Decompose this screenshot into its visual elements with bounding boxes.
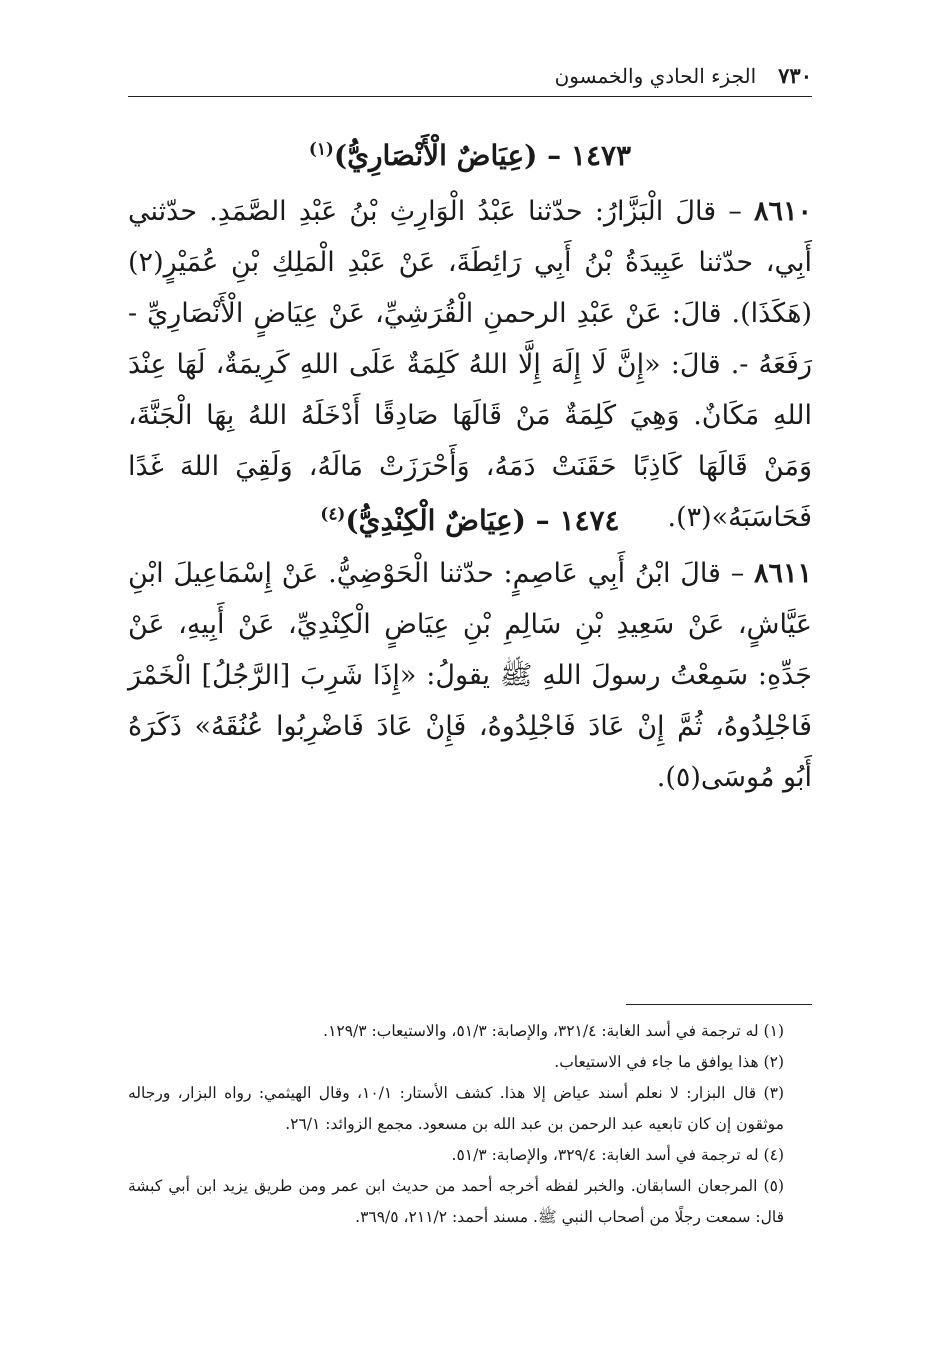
entry-dash: –: [716, 196, 742, 227]
footnote-rule: [626, 1004, 812, 1005]
heading-dash: –: [525, 504, 550, 537]
entry-number: ٨٦١١: [753, 558, 812, 589]
heading-number: ١٤٧٣: [570, 139, 632, 172]
footnote-5: (٥) المرجعان السابقان. والخبر لفظه أخرجه أحمد من حديث ابن عمر ومن طريق يزيد ابن أبي كبشة قال: سمعت رجلًا من أصحاب النبي ﷺ. مسند أحمد: ٢١١/٢، ٣٦٩/٥.: [128, 1177, 784, 1226]
footnote-4: (٤) له ترجمة في أسد الغابة: ٣٢٩/٤، والإصابة: ٥١/٣.: [451, 1146, 784, 1164]
entry-8610: [128, 186, 812, 543]
footnote-3: (٣) قال البزار: لا نعلم أسند عياض إلا هذا. كشف الأستار: ١٠/١، وقال الهيثمي: رواه البزار، ورجاله موثقون إن كان تابعيه عبد الرحمن بن عبد الله بن مسعود. مجمع الزوائد: ٢٦/١.: [128, 1084, 784, 1133]
entry-dash: –: [720, 558, 745, 589]
header-rule: [128, 96, 812, 97]
page-number: ٧٣٠: [778, 63, 812, 88]
footnote-1: (١) له ترجمة في أسد الغابة: ٣٢١/٤، والإصابة: ٥١/٣، والاستيعاب: ١٢٩/٣.: [323, 1022, 784, 1040]
running-title: الجزء الحادي والخمسون: [554, 64, 757, 88]
heading-footnote-ref: (٤): [320, 503, 346, 524]
section-heading-1474: [128, 499, 812, 543]
section-heading-1473: [128, 134, 812, 178]
running-header: [128, 58, 812, 94]
footnote-2: (٢) هذا يوافق ما جاء في الاستيعاب.: [554, 1053, 784, 1071]
heading-dash: –: [537, 139, 562, 172]
heading-title: (عِيَاضٌ الْأَنْصَارِيُّ): [333, 139, 538, 172]
entry-8611: [128, 548, 812, 803]
entry-text: قالَ ابْنُ أَبِي عَاصِمٍ: حدّثنا الْحَوْضِيُّ. عَنْ إِسْمَاعِيلَ ابْنِ عَيَّاشٍ، عَنْ سَعِيدِ بْنِ سَالِمِ بْنِ عِيَاضٍ الْكِنْدِيِّ، عَنْ أَبِيهِ، عَنْ جَدِّهِ: سَمِعْتُ رسولَ اللهِ ﷺ يقولُ: «إِذَا شَرِبَ [الرَّجُلُ] الْخَمْرَ فَاجْلِدُوهُ، ثُمَّ إِنْ عَادَ فَاجْلِدُوهُ، فَإِنْ عَادَ فَاضْرِبُوا عُنُقَهُ» ذَكَرَهُ أَبُو مُوسَى(٥).: [128, 558, 812, 793]
entry-number: ٨٦١٠: [753, 196, 812, 227]
entry-text: قالَ الْبَزَّارُ: حدّثنا عَبْدُ الْوَارِثِ بْنُ عَبْدِ الصَّمَدِ. حدّثني أَبِي، حدّثنا عَبِيدَةُ بْنُ أَبِي رَائِطَةَ، عَنْ عَبْدِ الْمَلِكِ بْنِ عُمَيْرٍ(٢) (هَكَذَا). قالَ: عَنْ عَبْدِ الرحمنِ الْقُرَشِيِّ، عَنْ عِيَاضٍ الْأَنْصَارِيِّ - رَفَعَهُ -. قالَ: «إِنَّ لَا إِلَهَ إِلَّا اللهُ كَلِمَةٌ عَلَى اللهِ كَرِيمَةٌ، لَهَا عِنْدَ اللهِ مَكَانٌ. وَهِيَ كَلِمَةٌ مَنْ قَالَهَا صَادِقًا أَدْخَلَهُ اللهُ بِهَا الْجَنَّةَ، وَمَنْ قَالَهَا كَاذِبًا حَقَنَتْ دَمَهُ، وَأَحْرَزَتْ مَالَهُ، وَلَقِيَ اللهَ غَدًا فَحَاسَبَهُ»(٣).: [128, 196, 813, 533]
heading-footnote-ref: (١): [308, 138, 334, 159]
heading-title: (عِيَاضٌ الْكِنْدِيُّ): [345, 504, 526, 537]
heading-number: ١٤٧٤: [559, 504, 620, 537]
footnotes: [128, 1016, 812, 1233]
